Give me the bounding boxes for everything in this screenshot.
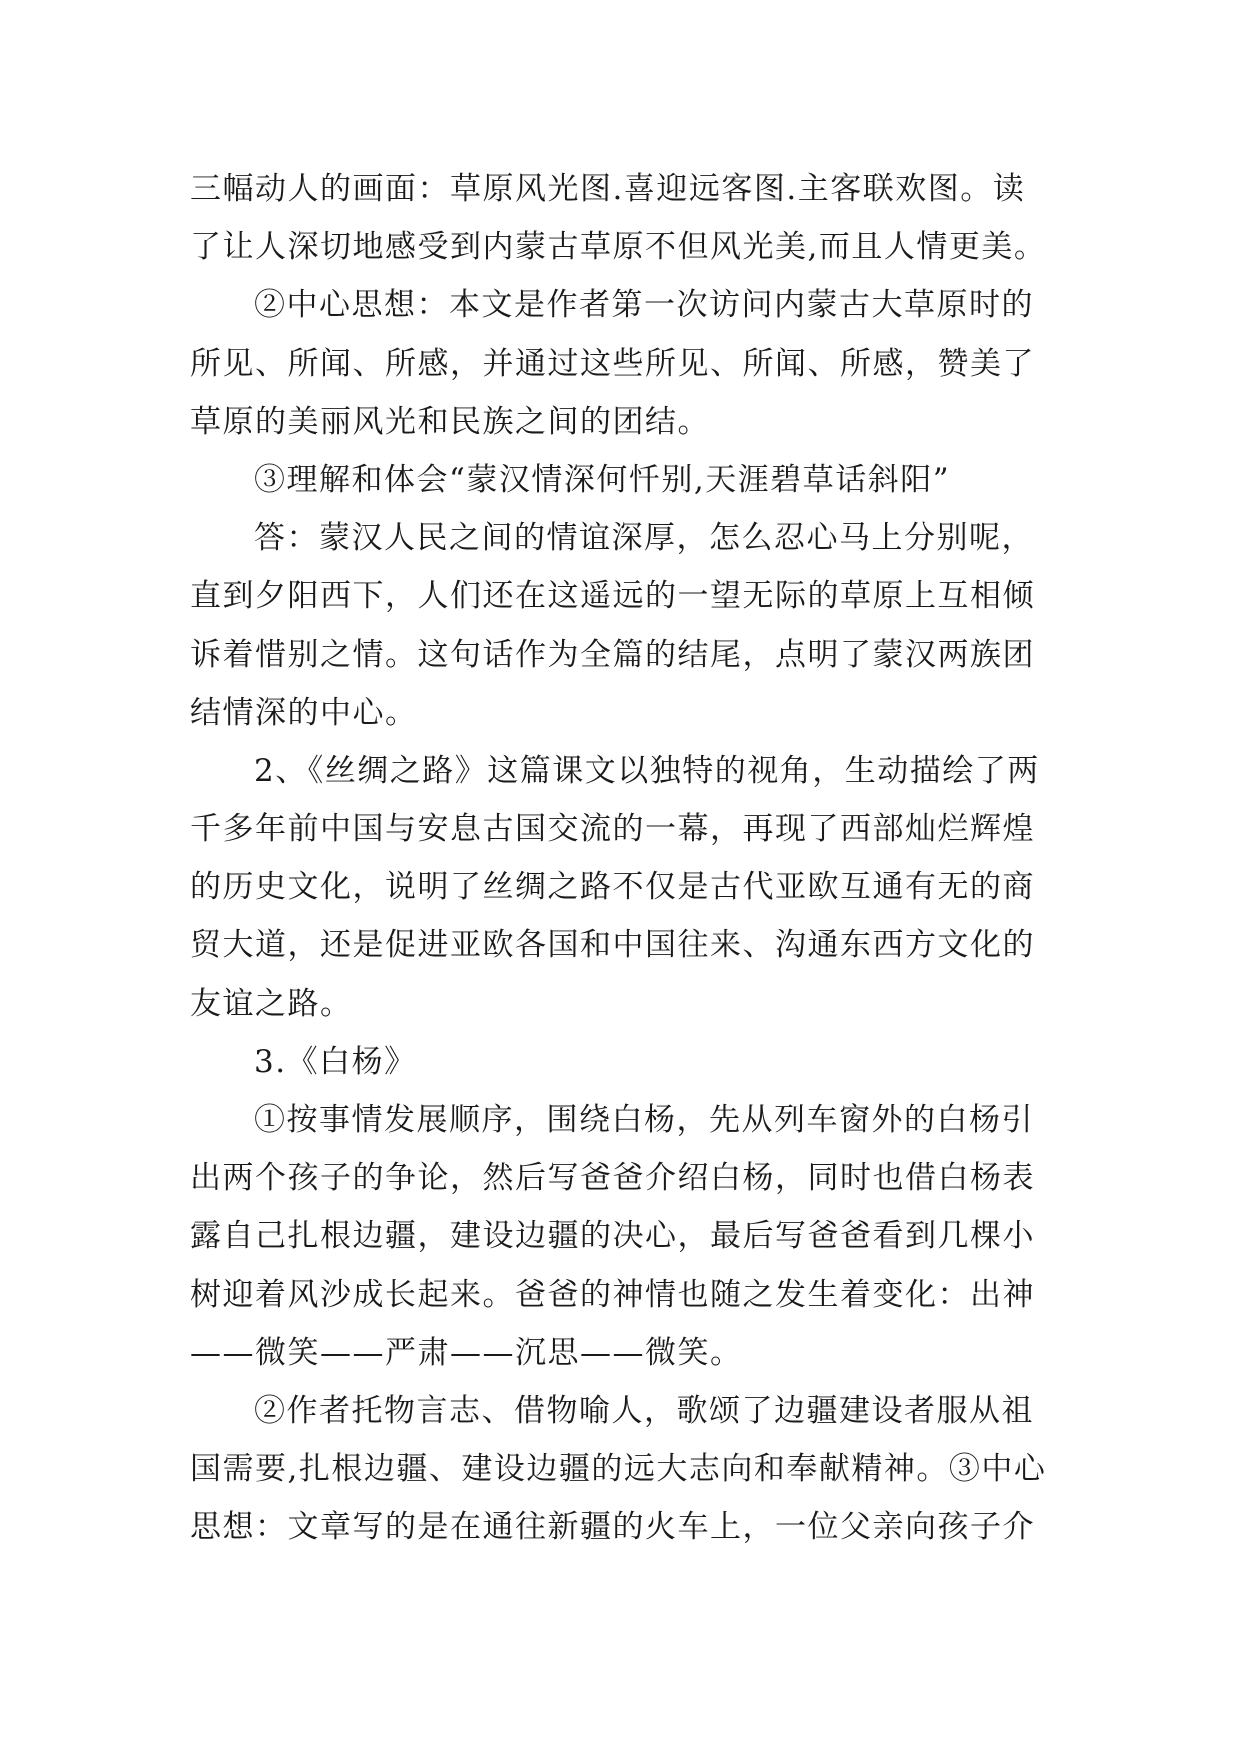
text-line: 了让人深切地感受到内蒙古草原不但风光美,而且人情更美。 <box>190 229 1047 266</box>
text-line: ②中心思想：本文是作者第一次访问内蒙古大草原时的 <box>254 287 1034 324</box>
text-line: 草原的美丽风光和民族之间的团结。 <box>190 403 710 440</box>
text-line: 3.《白杨》 <box>254 1043 417 1080</box>
text-line: ③理解和体会“蒙汉情深何忏别,天涯碧草话斜阳” <box>254 461 951 498</box>
text-line: 2、《丝绸之路》这篇课文以独特的视角，生动描绘了两 <box>254 752 1040 789</box>
text-line: ②作者托物言志、借物喻人，歌颂了边疆建设者服从祖 <box>254 1392 1034 1429</box>
text-line: 所见、所闻、所感，并通过这些所见、所闻、所感，赞美了 <box>190 345 1035 382</box>
text-line: 结情深的中心。 <box>190 694 418 731</box>
text-line: 友谊之路。 <box>190 985 353 1022</box>
text-line: 出两个孩子的争论，然后写爸爸介绍白杨，同时也借白杨表 <box>190 1160 1035 1197</box>
text-line: 露自己扎根边疆，建设边疆的决心，最后写爸爸看到几棵小 <box>190 1218 1035 1255</box>
text-line: 国需要,扎根边疆、建设边疆的远大志向和奉献精神。③中心 <box>190 1451 1047 1488</box>
text-line: 直到夕阳西下，人们还在这遥远的一望无际的草原上互相倾 <box>190 578 1035 615</box>
text-line: 千多年前中国与安息古国交流的一幕，再现了西部灿烂辉煌 <box>190 811 1035 848</box>
text-line: 贸大道，还是促进亚欧各国和中国往来、沟通东西方文化的 <box>190 927 1035 964</box>
text-line: ①按事情发展顺序，围绕白杨，先从列车窗外的白杨引 <box>254 1102 1034 1138</box>
body-text <box>190 160 1090 1557</box>
text-line: 答：蒙汉人民之间的情谊深厚，怎么忍心马上分别呢， <box>254 520 1034 557</box>
text-line: 的历史文化，说明了丝绸之路不仅是古代亚欧互通有无的商 <box>190 869 1035 906</box>
text-line: 诉着惜别之情。这句话作为全篇的结尾，点明了蒙汉两族团 <box>190 636 1035 673</box>
text-line: 树迎着风沙成长起来。爸爸的神情也随之发生着变化：出神 <box>190 1276 1035 1313</box>
text-line: ——微笑——严肃——沉思——微笑。 <box>190 1334 743 1371</box>
text-line: 思想：文章写的是在通往新疆的火车上，一位父亲向孩子介 <box>190 1509 1035 1546</box>
text-line: 三幅动人的画面：草原风光图.喜迎远客图.主客联欢图。读 <box>190 171 1026 207</box>
